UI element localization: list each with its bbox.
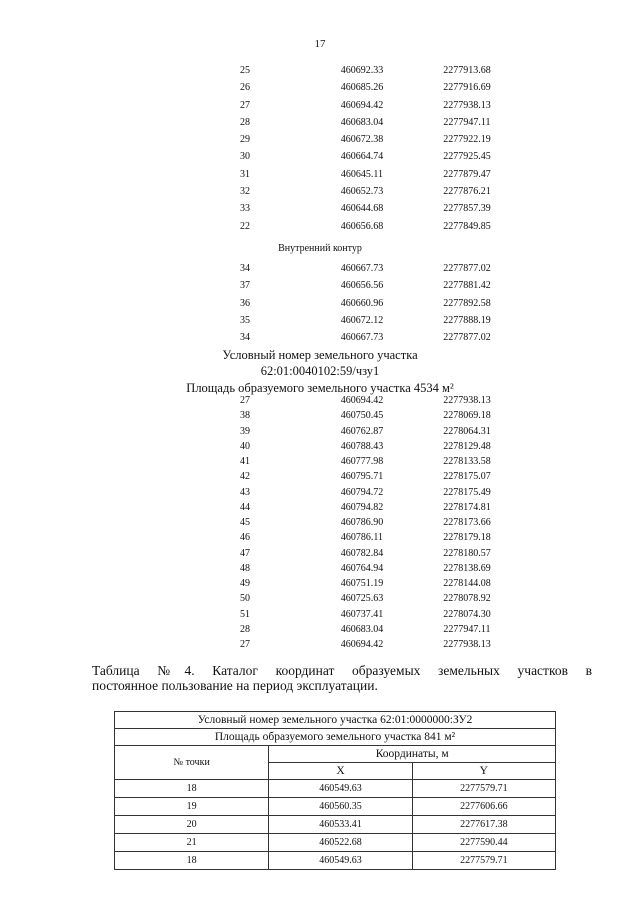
point-number: 41 bbox=[240, 456, 250, 467]
coord-row bbox=[185, 530, 515, 545]
point-number: 39 bbox=[240, 425, 250, 437]
contour-top-list bbox=[185, 62, 515, 235]
coord-y: 2277879.47 bbox=[443, 168, 491, 180]
coord-x: 460794.82 bbox=[340, 501, 384, 513]
point-number: 46 bbox=[240, 532, 250, 544]
coord-row bbox=[185, 329, 515, 346]
coord-row bbox=[185, 131, 515, 148]
point-number: 29 bbox=[240, 134, 250, 146]
coord-y: 2277922.19 bbox=[443, 134, 491, 146]
table4-caption-line1: Таблица №4. Каталог координат образуемых земельных участков в bbox=[92, 663, 592, 678]
coord-row bbox=[185, 637, 515, 652]
coord-y: 2278133.58 bbox=[443, 456, 491, 467]
coord-x: 460656.68 bbox=[340, 220, 384, 232]
coord-x: 460762.87 bbox=[340, 425, 384, 437]
coord-y: 2278173.66 bbox=[443, 517, 491, 528]
coord-y: 2278064.31 bbox=[443, 425, 491, 437]
point-number: 27 bbox=[240, 639, 250, 650]
coord-x: 460664.74 bbox=[340, 151, 384, 163]
point-number: 18 bbox=[115, 780, 269, 798]
point-number: 45 bbox=[240, 517, 250, 528]
coord-row bbox=[185, 166, 515, 183]
coord-x: 460786.90 bbox=[340, 517, 384, 528]
coord-x: 460656.56 bbox=[340, 280, 384, 292]
point-number: 32 bbox=[240, 186, 250, 198]
coord-x: 460549.63 bbox=[269, 852, 412, 870]
coord-y: 2277881.42 bbox=[443, 280, 491, 292]
coord-row bbox=[185, 561, 515, 576]
table4-caption bbox=[92, 663, 592, 693]
coord-x: 460750.45 bbox=[340, 410, 384, 422]
coord-y: 2278074.30 bbox=[443, 608, 491, 620]
coord-y: 2277617.38 bbox=[412, 816, 555, 834]
coord-x: 460786.11 bbox=[340, 532, 384, 544]
table4-row bbox=[115, 798, 556, 816]
point-number: 30 bbox=[240, 151, 250, 163]
coord-y: 2278179.18 bbox=[443, 532, 491, 544]
coord-y: 2277892.58 bbox=[443, 297, 491, 309]
coord-row bbox=[185, 148, 515, 165]
coord-x: 460652.73 bbox=[340, 186, 384, 198]
coord-row bbox=[185, 97, 515, 114]
coord-x: 460549.63 bbox=[269, 780, 412, 798]
point-number: 38 bbox=[240, 410, 250, 422]
point-number: 22 bbox=[240, 220, 250, 232]
inner-contour-list bbox=[185, 260, 515, 346]
coord-y: 2277925.45 bbox=[443, 151, 491, 163]
coord-y: 2278069.18 bbox=[443, 410, 491, 422]
coord-row bbox=[185, 62, 515, 79]
coord-row bbox=[185, 114, 515, 131]
coord-row bbox=[185, 622, 515, 637]
coord-y: 2278174.81 bbox=[443, 501, 491, 513]
coord-row bbox=[185, 515, 515, 530]
coord-y: 2278144.08 bbox=[443, 578, 491, 589]
table4 bbox=[114, 711, 556, 870]
coord-row bbox=[185, 576, 515, 591]
coord-x: 460522.68 bbox=[269, 834, 412, 852]
coord-y: 2278175.07 bbox=[443, 471, 491, 483]
coord-y: 2277876.21 bbox=[443, 186, 491, 198]
table4-col-x: X bbox=[269, 763, 412, 780]
coord-x: 460683.04 bbox=[340, 623, 384, 635]
coord-x: 460794.72 bbox=[340, 486, 384, 498]
point-number: 43 bbox=[240, 486, 250, 498]
table4-col-y: Y bbox=[412, 763, 555, 780]
coord-x: 460560.35 bbox=[269, 798, 412, 816]
coord-y: 2277938.13 bbox=[443, 99, 491, 111]
point-number: 35 bbox=[240, 314, 250, 326]
coord-row bbox=[185, 295, 515, 312]
coord-x: 460795.71 bbox=[340, 471, 384, 483]
coord-x: 460672.38 bbox=[340, 134, 384, 146]
coord-row bbox=[185, 408, 515, 423]
plot2-coords-list bbox=[185, 393, 515, 652]
point-number: 49 bbox=[240, 578, 250, 589]
coord-row bbox=[185, 485, 515, 500]
coord-x: 460683.04 bbox=[340, 116, 384, 128]
coord-y: 2278175.49 bbox=[443, 486, 491, 498]
coord-x: 460672.12 bbox=[340, 314, 384, 326]
coord-y: 2277590.44 bbox=[412, 834, 555, 852]
point-number: 18 bbox=[115, 852, 269, 870]
coord-row bbox=[185, 454, 515, 469]
point-number: 42 bbox=[240, 471, 250, 483]
table4-row bbox=[115, 816, 556, 834]
point-number: 51 bbox=[240, 608, 250, 620]
point-number: 47 bbox=[240, 547, 250, 559]
point-number: 28 bbox=[240, 116, 250, 128]
table4-header-area: Площадь образуемого земельного участка 841 м² bbox=[115, 729, 556, 746]
coord-row bbox=[185, 591, 515, 606]
coord-x: 460660.96 bbox=[340, 297, 384, 309]
coord-row bbox=[185, 183, 515, 200]
coord-x: 460667.73 bbox=[340, 263, 384, 274]
coord-x: 460725.63 bbox=[340, 593, 384, 605]
coord-y: 2277938.13 bbox=[443, 395, 491, 406]
coord-x: 460764.94 bbox=[340, 562, 384, 574]
point-number: 21 bbox=[115, 834, 269, 852]
coord-x: 460644.68 bbox=[340, 203, 384, 215]
plot2-number-label: Условный номер земельного участка bbox=[222, 348, 418, 362]
point-number: 27 bbox=[240, 395, 250, 406]
coord-x: 460782.84 bbox=[340, 547, 384, 559]
point-number: 28 bbox=[240, 623, 250, 635]
coord-y: 2277916.69 bbox=[443, 82, 491, 94]
coord-y: 2277857.39 bbox=[443, 203, 491, 215]
table4-col-coords: Координаты, м bbox=[269, 746, 556, 763]
coord-row bbox=[185, 607, 515, 622]
coord-y: 2278180.57 bbox=[443, 547, 491, 559]
coord-row bbox=[185, 79, 515, 96]
coord-y: 2277913.68 bbox=[443, 65, 491, 76]
coord-x: 460692.33 bbox=[340, 65, 384, 76]
table4-header-number-row bbox=[115, 712, 556, 729]
coord-row bbox=[185, 424, 515, 439]
point-number: 19 bbox=[115, 798, 269, 816]
point-number: 27 bbox=[240, 99, 250, 111]
point-number: 36 bbox=[240, 297, 250, 309]
coord-y: 2278138.69 bbox=[443, 562, 491, 574]
coord-y: 2277877.02 bbox=[443, 332, 491, 344]
coord-row bbox=[185, 277, 515, 294]
coord-row bbox=[185, 546, 515, 561]
coord-y: 2277947.11 bbox=[443, 116, 491, 128]
table4-row bbox=[115, 834, 556, 852]
plot2-area: Площадь образуемого земельного участка 4534 м² bbox=[186, 381, 454, 395]
coord-y: 2278078.92 bbox=[443, 593, 491, 605]
coord-row bbox=[185, 260, 515, 277]
coord-x: 460694.42 bbox=[340, 395, 384, 406]
coord-x: 460645.11 bbox=[340, 168, 384, 180]
point-number: 20 bbox=[115, 816, 269, 834]
table4-header-coords-row bbox=[115, 746, 556, 763]
point-number: 33 bbox=[240, 203, 250, 215]
coord-row bbox=[185, 439, 515, 454]
table4-header-number: Условный номер земельного участка 62:01:0000000:ЗУ2 bbox=[115, 712, 556, 729]
coord-y: 2277877.02 bbox=[443, 263, 491, 274]
coord-x: 460694.42 bbox=[340, 639, 384, 650]
coord-y: 2277579.71 bbox=[412, 780, 555, 798]
coord-row bbox=[185, 500, 515, 515]
coord-x: 460667.73 bbox=[340, 332, 384, 344]
table4-header-area-row bbox=[115, 729, 556, 746]
plot2-number-value: 62:01:0040102:59/чзу1 bbox=[260, 364, 380, 378]
coord-x: 460694.42 bbox=[340, 99, 384, 111]
point-number: 25 bbox=[240, 65, 250, 76]
coord-row bbox=[185, 218, 515, 235]
coord-y: 2277579.71 bbox=[412, 852, 555, 870]
coord-x: 460737.41 bbox=[340, 608, 384, 620]
coord-x: 460685.26 bbox=[340, 82, 384, 94]
table4-row bbox=[115, 780, 556, 798]
point-number: 40 bbox=[240, 440, 250, 452]
table4-row bbox=[115, 852, 556, 870]
coord-y: 2277947.11 bbox=[443, 623, 491, 635]
point-number: 26 bbox=[240, 82, 250, 94]
coord-y: 2277888.19 bbox=[443, 314, 491, 326]
table4-caption-line2: постоянное пользование на период эксплуатации. bbox=[92, 678, 378, 693]
coord-x: 460533.41 bbox=[269, 816, 412, 834]
coord-x: 460751.19 bbox=[340, 578, 384, 589]
page-number: 17 bbox=[314, 38, 326, 50]
coord-row bbox=[185, 469, 515, 484]
point-number: 34 bbox=[240, 332, 250, 344]
coord-row bbox=[185, 200, 515, 217]
table4-col-point: № точки bbox=[115, 746, 269, 780]
point-number: 34 bbox=[240, 263, 250, 274]
coord-row bbox=[185, 312, 515, 329]
coord-y: 2278129.48 bbox=[443, 440, 491, 452]
point-number: 37 bbox=[240, 280, 250, 292]
coord-x: 460777.98 bbox=[340, 456, 384, 467]
point-number: 48 bbox=[240, 562, 250, 574]
coord-y: 2277606.66 bbox=[412, 798, 555, 816]
coord-row bbox=[185, 393, 515, 408]
coord-y: 2277938.13 bbox=[443, 639, 491, 650]
point-number: 44 bbox=[240, 501, 250, 513]
point-number: 50 bbox=[240, 593, 250, 605]
coord-x: 460788.43 bbox=[340, 440, 384, 452]
point-number: 31 bbox=[240, 168, 250, 180]
inner-contour-label: Внутренний контур bbox=[278, 243, 362, 254]
coord-y: 2277849.85 bbox=[443, 220, 491, 232]
